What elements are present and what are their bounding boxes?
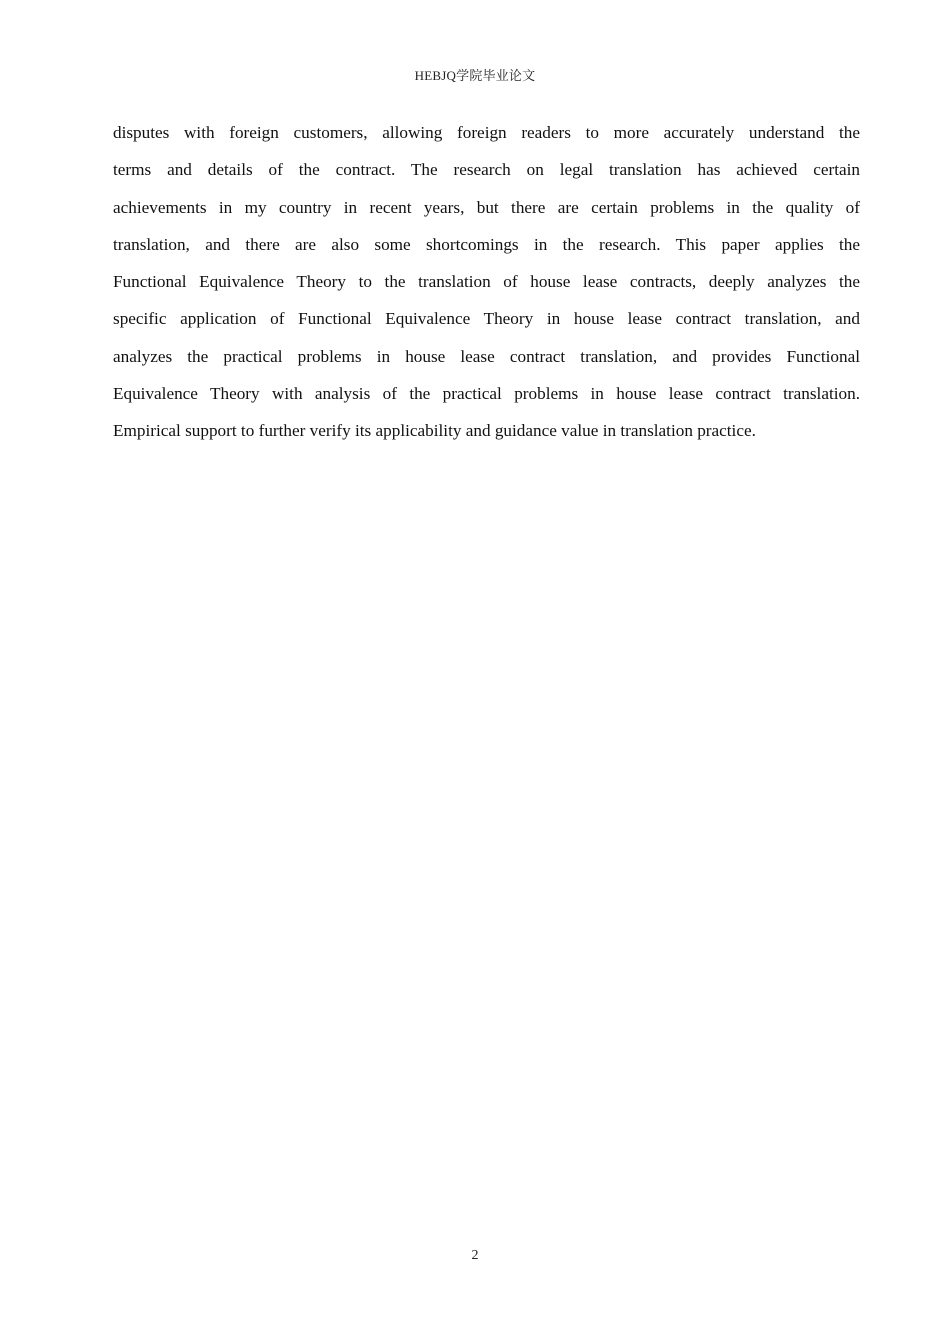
paragraph-line: terms and details of the contract. The research on legal translation has achieved certain [113,160,860,180]
paragraph-line: Equivalence Theory with analysis of the practical problems in house lease contract translation. [113,384,860,404]
paragraph-line: specific application of Functional Equivalence Theory in house lease contract translation, and [113,309,860,329]
paragraph-line: Functional Equivalence Theory to the translation of house lease contracts, deeply analyzes the [113,272,860,292]
running-header-title: HEBJQ学院毕业论文 [414,68,536,83]
paragraph-line-last: Empirical support to further verify its applicability and guidance value in translation practice. [113,421,756,441]
body-paragraph [113,114,860,450]
paragraph-line: translation, and there are also some shortcomings in the research. This paper applies the [113,234,860,254]
page-number: 2 [471,1248,479,1263]
paragraph-line: disputes with foreign customers, allowing foreign readers to more accurately understand the [113,123,860,142]
paragraph-line: analyzes the practical problems in house lease contract translation, and provides Functional [113,346,860,366]
paragraph-line: achievements in my country in recent years, but there are certain problems in the quality of [113,197,860,217]
